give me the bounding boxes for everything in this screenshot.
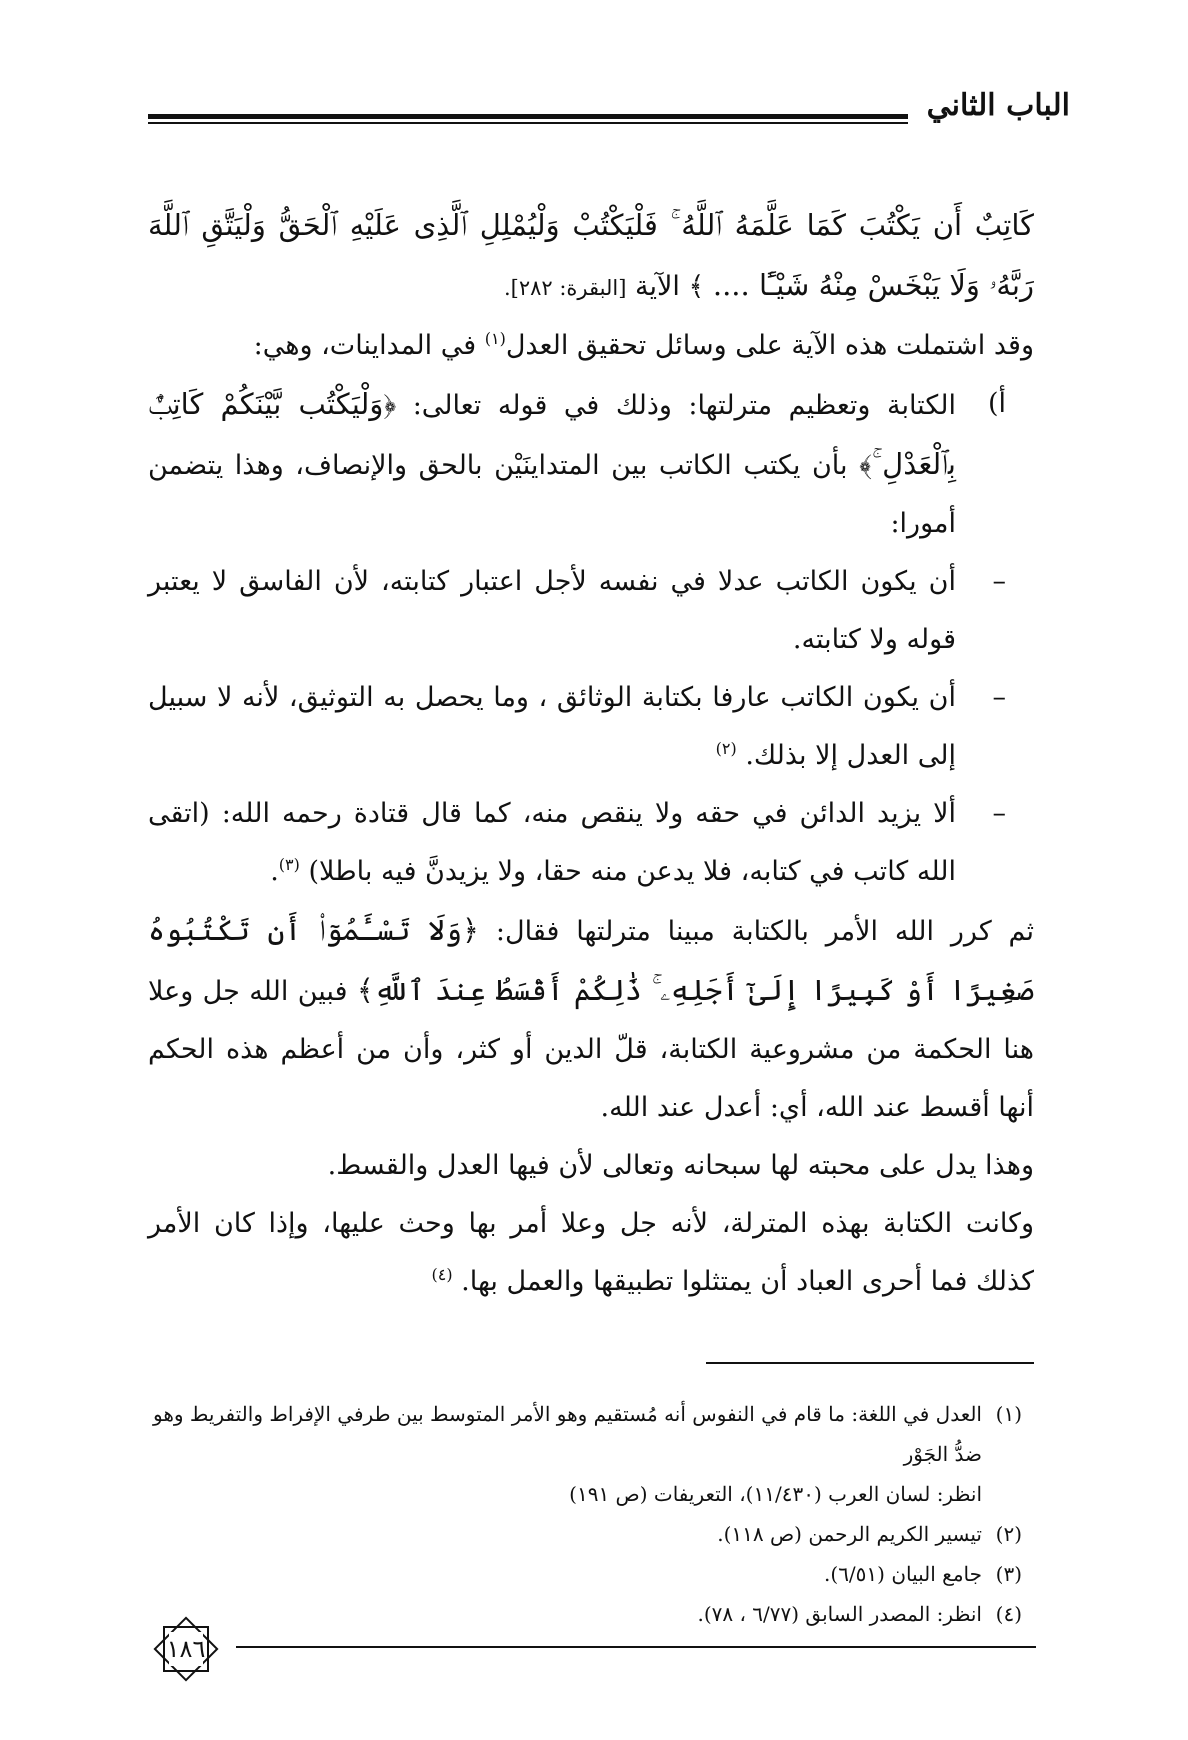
main-text (148, 196, 1034, 1311)
quran-verse-text: ﴿وَلَا تَسْـَٔمُوٓا۟ أَن تَكْتُبُوهُ صَغِيرًا أَوْ كَبِيرًا إِلَىٰٓ أَجَلِهِۦ ۚ ذَٰلِكُمْ أَقْسَطُ عِندَ ٱللَّهِ﴾ (148, 913, 1034, 1007)
dash-marker: – (992, 798, 1006, 829)
footnote-item: (٢) تيسير الكريم الرحمن (ص ١١٨). (148, 1514, 1034, 1554)
paragraph-love: وهذا يدل على محبته لها سبحانه وتعالى لأن فيها العدل والقسط. (327, 1150, 1034, 1181)
paragraph-repetition: ثم كرر الله الأمر بالكتابة مبينا مترلتها فقال: ﴿وَلَا تَسْـَٔمُوٓا۟ أَن تَكْتُبُوهُ صَغِيرًا أَوْ كَبِيرًا إِلَىٰٓ أَجَلِهِۦ ۚ ذَٰلِكُمْ أَقْسَطُ عِندَ ٱللَّهِ﴾ فبين الله جل وعلا هنا الحكمة من مشروعية الكتابة، قلّ الدين أو كثر، وأن من أعظم هذه الحكم أنها أقسط عند الله، أي: أعدل عند الله. (148, 913, 1035, 1123)
page-number: ١٨٦ (166, 1635, 206, 1663)
footer-rule (236, 1646, 1036, 1648)
footnote-number: (٢) (995, 1522, 1022, 1546)
footnote-ref-2[interactable]: (٢) (715, 739, 737, 758)
footnote-ref-3[interactable]: (٣) (278, 855, 300, 874)
paragraph-intro: وقد اشتملت هذه الآية على وسائل تحقيق العدل$^{(١)}$ في المداينات، وهي: (253, 329, 1034, 361)
footnote-item: (٣) جامع البيان (٦/٥١). (148, 1554, 1034, 1594)
quran-verse-text: ﴿وَلْيَكْتُب بَّيْنَكُمْ كَاتِبٌۢ بِٱلْعَدْلِ ۚ﴾ (148, 387, 956, 481)
bullet-item: – أن يكون الكاتب عدلا في نفسه لأجل اعتبار كتابته، لأن الفاسق لا يعتبر قوله ولا كتابته. (148, 553, 1034, 669)
footnote-number: (٣) (995, 1562, 1022, 1586)
verse-reference: [البقرة: ٢٨٢]. (503, 276, 627, 300)
header-double-rule (148, 114, 908, 124)
verse-end-marker: ﴾ الآية (634, 271, 705, 302)
footnote-number: (١) (995, 1402, 1022, 1426)
bullet-item: – ألا يزيد الدائن في حقه ولا ينقص منه، كما قال قتادة رحمه الله: (اتقى الله كاتب في كتابه، فلا يدعن منه حقا، ولا يزيدنَّ فيه باطلا) $^{(٣)}$. (148, 785, 1034, 901)
list-item-a: أ) الكتابة وتعظيم مترلتها: وذلك في قوله تعالى: ﴿وَلْيَكْتُب بَّيْنَكُمْ كَاتِبٌۢ بِٱلْعَدْلِ ۚ﴾ بأن يكتب الكاتب بين المتداينَيْن بالحق والإنصاف، وهذا يتضمن أمورا: (148, 375, 1034, 553)
footnote-item: (١) العدل في اللغة: ما قام في النفوس أنه مُستقيم وهو الأمر المتوسط بين طرفي الإفراط والتفريط وهو ضدُّ الجَوْر انظر: لسان العرب (١١/٤٣٠)، التعريفات (ص ١٩١) (148, 1394, 1034, 1514)
footnote-ref-4[interactable]: (٤) (431, 1265, 453, 1284)
footnote-separator (706, 1362, 1034, 1364)
footnote-ref-1[interactable]: (١) (484, 329, 506, 348)
footnotes (148, 1394, 1034, 1634)
footnote-number: (٤) (995, 1602, 1022, 1626)
quran-verse-text: كَاتِبٌ أَن يَكْتُبَ كَمَا عَلَّمَهُ ٱللَّهُ ۚ فَلْيَكْتُبْ وَلْيُمْلِلِ ٱلَّذِى عَلَيْهِ ٱلْحَقُّ وَلْيَتَّقِ ٱللَّهَ رَبَّهُۥ وَلَا يَبْخَسْ مِنْهُ شَيْـًٔا .... (148, 208, 1034, 302)
paragraph-conclusion: وكانت الكتابة بهذه المترلة، لأنه جل وعلا أمر بها وحث عليها، وإذا كان الأمر كذلك فما أحرى العباد أن يمتثلوا تطبيقها والعمل بها. $^{(٤)}$ (148, 1208, 1034, 1297)
footnote-item: (٤) انظر: المصدر السابق (٦/٧٧ ، ٧٨). (148, 1594, 1034, 1634)
page-number-badge (150, 1613, 222, 1685)
dash-marker: – (992, 566, 1006, 597)
bullet-item: – أن يكون الكاتب عارفا بكتابة الوثائق ، وما يحصل به التوثيق، لأنه لا سبيل إلى العدل إلا بذلك. $^{(٢)}$ (148, 669, 1034, 785)
verse-continuation (148, 196, 1034, 317)
list-marker-a: أ) (987, 388, 1006, 419)
running-header-title: الباب الثاني (926, 88, 1070, 123)
dash-marker: – (992, 682, 1006, 713)
